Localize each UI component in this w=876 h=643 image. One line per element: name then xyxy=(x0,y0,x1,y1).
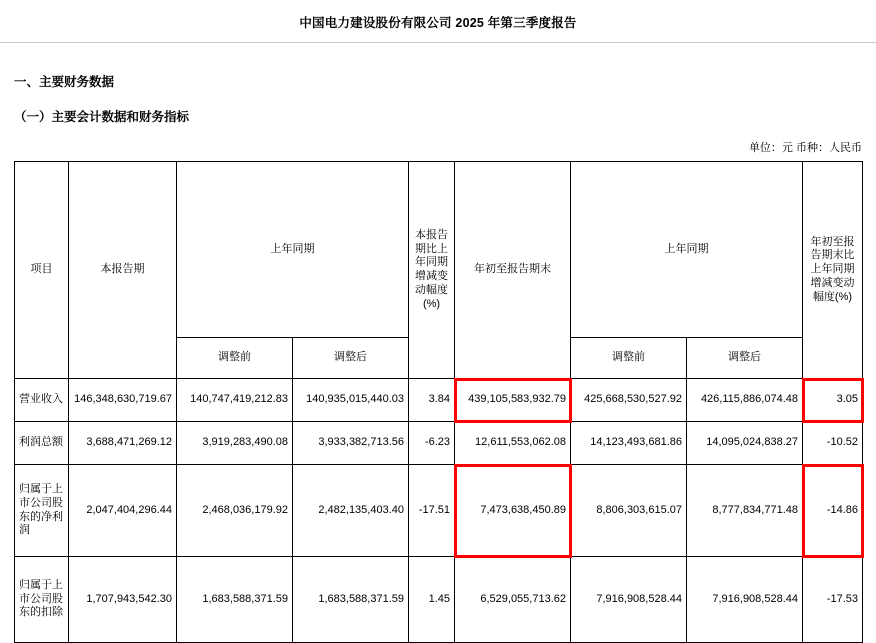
section-title: 一、主要财务数据 xyxy=(14,75,115,89)
row-current: 2,047,404,296.44 xyxy=(69,465,177,557)
table-row xyxy=(15,557,863,643)
row-prev-before: 1,683,588,371.59 xyxy=(177,557,293,643)
row-prev-after: 1,683,588,371.59 xyxy=(293,557,409,643)
row-prev-after: 2,482,135,403.40 xyxy=(293,465,409,557)
row-item-label: 归属于上市公司股东的净利润 xyxy=(15,465,69,557)
table-row xyxy=(15,465,863,557)
table-row xyxy=(15,422,863,465)
table-header-row xyxy=(15,162,863,338)
row-current: 3,688,471,269.12 xyxy=(69,422,177,465)
row-ytd-prev-after: 7,916,908,528.44 xyxy=(687,557,803,643)
header-current-period: 本报告期 xyxy=(69,162,177,379)
row-item-label: 归属于上市公司股东的扣除 xyxy=(15,557,69,643)
header-before-adjust-2: 调整前 xyxy=(571,338,687,379)
header-change-current: 本报告期比上年同期增减变动幅度(%) xyxy=(409,162,455,379)
row-current: 146,348,630,719.67 xyxy=(69,379,177,422)
header-after-adjust-2: 调整后 xyxy=(687,338,803,379)
row-ytd: 7,473,638,450.89 xyxy=(455,465,571,557)
row-change-current: 3.84 xyxy=(409,379,455,422)
row-ytd: 12,611,553,062.08 xyxy=(455,422,571,465)
row-ytd-prev-after: 8,777,834,771.48 xyxy=(687,465,803,557)
table-row xyxy=(15,379,863,422)
row-current: 1,707,943,542.30 xyxy=(69,557,177,643)
header-ytd: 年初至报告期末 xyxy=(455,162,571,379)
row-ytd: 6,529,055,713.62 xyxy=(455,557,571,643)
row-change-current: -17.51 xyxy=(409,465,455,557)
header-before-adjust: 调整前 xyxy=(177,338,293,379)
row-change-ytd: 3.05 xyxy=(803,379,863,422)
unit-note: 单位：元 币种：人民币 xyxy=(748,142,862,154)
header-item: 项目 xyxy=(15,162,69,379)
header-after-adjust: 调整后 xyxy=(293,338,409,379)
row-change-ytd: -10.52 xyxy=(803,422,863,465)
row-change-current: 1.45 xyxy=(409,557,455,643)
row-prev-before: 2,468,036,179.92 xyxy=(177,465,293,557)
row-ytd: 439,105,583,932.79 xyxy=(455,379,571,422)
row-change-ytd: -14.86 xyxy=(803,465,863,557)
header-change-ytd: 年初至报告期末比上年同期增减变动幅度(%) xyxy=(803,162,863,379)
row-ytd-prev-after: 426,115,886,074.48 xyxy=(687,379,803,422)
row-ytd-prev-before: 7,916,908,528.44 xyxy=(571,557,687,643)
row-ytd-prev-before: 425,668,530,527.92 xyxy=(571,379,687,422)
row-ytd-prev-before: 8,806,303,615.07 xyxy=(571,465,687,557)
financial-data-table xyxy=(14,161,863,643)
row-item-label: 利润总额 xyxy=(15,422,69,465)
header-divider xyxy=(0,42,876,43)
row-prev-after: 140,935,015,440.03 xyxy=(293,379,409,422)
row-ytd-prev-after: 14,095,024,838.27 xyxy=(687,422,803,465)
document-header-title: 中国电力建设股份有限公司 2025 年第三季度报告 xyxy=(299,16,577,30)
row-item-label: 营业收入 xyxy=(15,379,69,422)
row-ytd-prev-before: 14,123,493,681.86 xyxy=(571,422,687,465)
subsection-title: （一）主要会计数据和财务指标 xyxy=(14,110,190,124)
row-prev-after: 3,933,382,713.56 xyxy=(293,422,409,465)
row-prev-before: 3,919,283,490.08 xyxy=(177,422,293,465)
row-change-current: -6.23 xyxy=(409,422,455,465)
row-prev-before: 140,747,419,212.83 xyxy=(177,379,293,422)
header-prev-year-same-period-2: 上年同期 xyxy=(571,162,803,338)
row-change-ytd: -17.53 xyxy=(803,557,863,643)
header-prev-year-same-period: 上年同期 xyxy=(177,162,409,338)
